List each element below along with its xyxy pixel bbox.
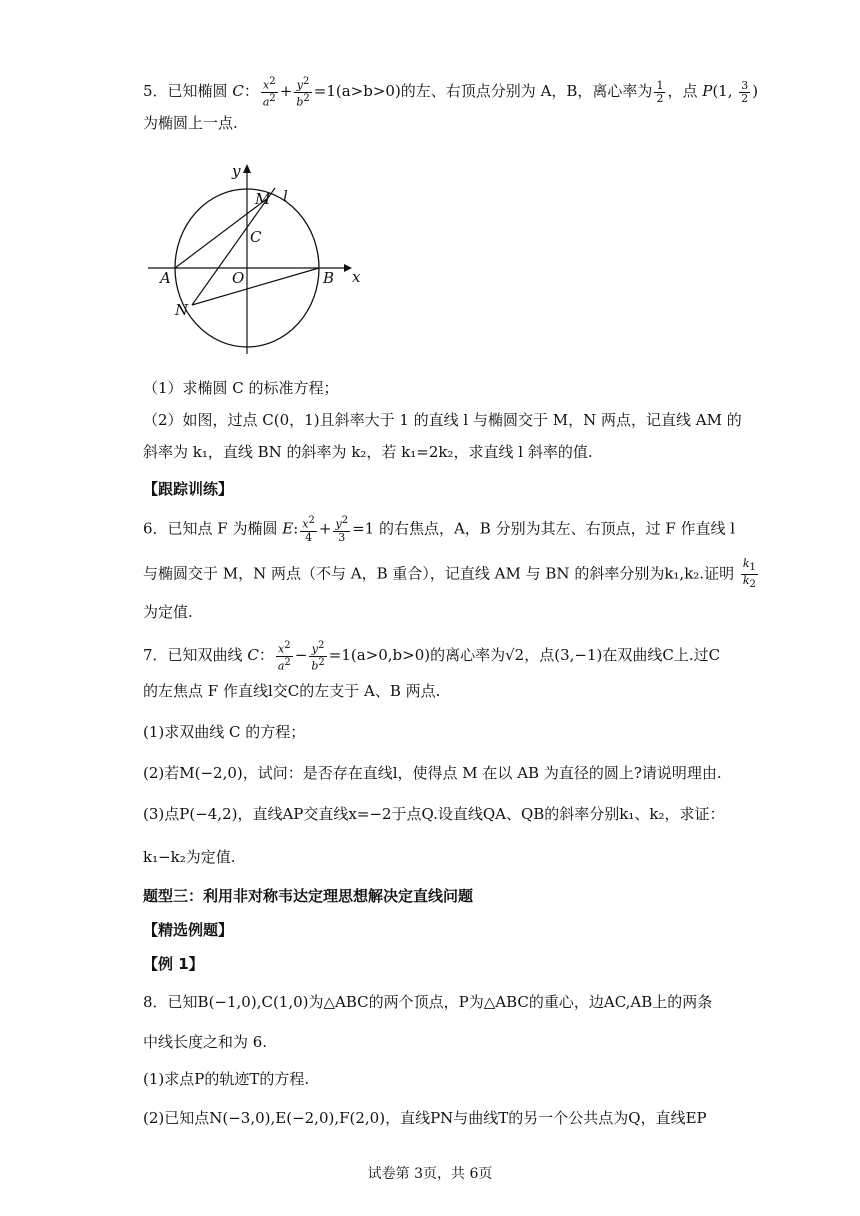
- q5-text-mid: =1(a>b>0)的左、右顶点分别为 A，B，离心率为: [313, 82, 653, 101]
- label-l: l: [283, 187, 288, 205]
- heading-type3: 题型三：利用非对称韦达定理思想解决定直线问题: [143, 887, 474, 905]
- fraction-y2-3: $\frac{y^2}{3}$: [335, 515, 349, 544]
- q7-line2: 的左焦点 F 作直线l交C的左支于 A、B 两点.: [143, 682, 441, 700]
- y-axis-arrow: [243, 164, 251, 173]
- q6-text-end: =1 的右焦点，A，B 分别为其左、右顶点，过 F 作直线 l: [352, 519, 736, 538]
- q6-line2: [143, 558, 760, 591]
- fraction-x2-4: $\frac{x^2}{4}$: [302, 515, 315, 544]
- q7-sub1: (1)求双曲线 C 的方程；: [143, 723, 306, 741]
- q5-line2: 为椭圆上一点.: [143, 114, 238, 132]
- q7-sub2: (2)若M(−2,0)，试问：是否存在直线l，使得点 M 在以 AB 为直径的圆上?请说明理由.: [143, 764, 722, 782]
- q7-sub3-end: k₁−k₂为定值.: [143, 848, 236, 866]
- q5-text-end: ，点: [667, 82, 698, 101]
- q5-text-prefix: 5．已知椭圆: [143, 82, 228, 101]
- q6-line1: 6．已知点 F 为椭圆 E: $\frac{x^2}{4}$ + $\frac{y^2}{3}$ =1 的右焦点，A，B 分别为其左、右顶点，过 F 作直线 l: [143, 515, 736, 544]
- fraction-y2-b2-hyperbola: $\frac{y^2}{b^2}$: [311, 640, 325, 673]
- q6-line2-text: 与椭圆交于 M，N 两点（不与 A，B 重合），记直线 AM 与 BN 的斜率分别为k₁,k₂.证明: [143, 564, 735, 583]
- q8-line1: 8．已知B(−1,0),C(1,0)为△ABC的两个顶点，P为△ABC的重心，边AC,AB上的两条: [143, 993, 713, 1011]
- heading-follow-training: 【跟踪训练】: [143, 480, 234, 498]
- label-y: y: [232, 162, 241, 180]
- fraction-three-half: $\frac{3}{2}$: [741, 78, 749, 105]
- fraction-y2-b2: $\frac{y^2}{b^2}$: [296, 76, 310, 109]
- q7-text-prefix: 7．已知双曲线: [143, 646, 243, 665]
- label-x: x: [352, 268, 361, 286]
- x-axis-arrow: [344, 264, 352, 272]
- ellipse-figure: [140, 158, 380, 363]
- label-b: B: [323, 269, 335, 287]
- q7-text-mid: =1(a>0,b>0)的离心率为√2，点(3,−1)在双曲线C上.过C: [328, 646, 721, 665]
- q5-sub1: （1）求椭圆 C 的标准方程；: [143, 379, 339, 397]
- q5-sub2-line2: 斜率为 k₁，直线 BN 的斜率为 k₂，若 k₁=2k₂，求直线 l 斜率的值.: [143, 443, 593, 461]
- q7-line1: 7．已知双曲线 C： $\frac{x^2}{a^2}$ − $\frac{y^2}{b^2}$ =1(a>0,b>0)的离心率为√2，点(3,−1)在双曲线C上.过C: [143, 640, 721, 673]
- q5-line1: 5．已知椭圆 C： $\frac{x^2}{a^2}$ + $\frac{y^2}{b^2}$ =1(a>b>0)的左、右顶点分别为 A，B，离心率为 $\frac{1}{2}$ ，点 P(1, $\frac{3}{2}$ ): [143, 76, 759, 109]
- fraction-k1-k2: $\frac{k_1}{k_2}$: [742, 557, 756, 591]
- label-m: M: [255, 190, 271, 208]
- q8-line2: 中线长度之和为 6.: [143, 1033, 268, 1051]
- q8-sub1: (1)求点P的轨迹T的方程.: [143, 1070, 310, 1088]
- q6-text-prefix: 6．已知点 F 为椭圆: [143, 519, 278, 538]
- fraction-x2-a2-hyperbola: $\frac{x^2}{a^2}$: [277, 640, 291, 673]
- label-n: N: [175, 301, 189, 319]
- heading-example1: 【例 1】: [143, 955, 204, 973]
- q8-sub2: (2)已知点N(−3,0),E(−2,0),F(2,0)，直线PN与曲线T的另一个公共点为Q，直线EP: [143, 1109, 707, 1127]
- q6-line3: 为定值.: [143, 603, 193, 621]
- label-a: A: [160, 269, 171, 287]
- fraction-one-half: $\frac{1}{2}$: [656, 78, 664, 105]
- fraction-x2-a2: $\frac{x^2}{a^2}$: [262, 76, 276, 109]
- label-o: O: [232, 269, 245, 287]
- q7-sub3: (3)点P(−4,2)，直线AP交直线x=−2于点Q.设直线QA、QB的斜率分别k₁、k₂，求证：: [143, 805, 725, 823]
- q5-sub2-line1: （2）如图，过点 C(0，1)且斜率大于 1 的直线 l 与椭圆交于 M，N 两点，记直线 AM 的: [143, 411, 742, 429]
- page-footer: 试卷第 3页，共 6页: [367, 1166, 493, 1182]
- line-nb: [192, 268, 319, 305]
- label-c: C: [250, 228, 262, 246]
- heading-selected-examples: 【精选例题】: [143, 921, 234, 939]
